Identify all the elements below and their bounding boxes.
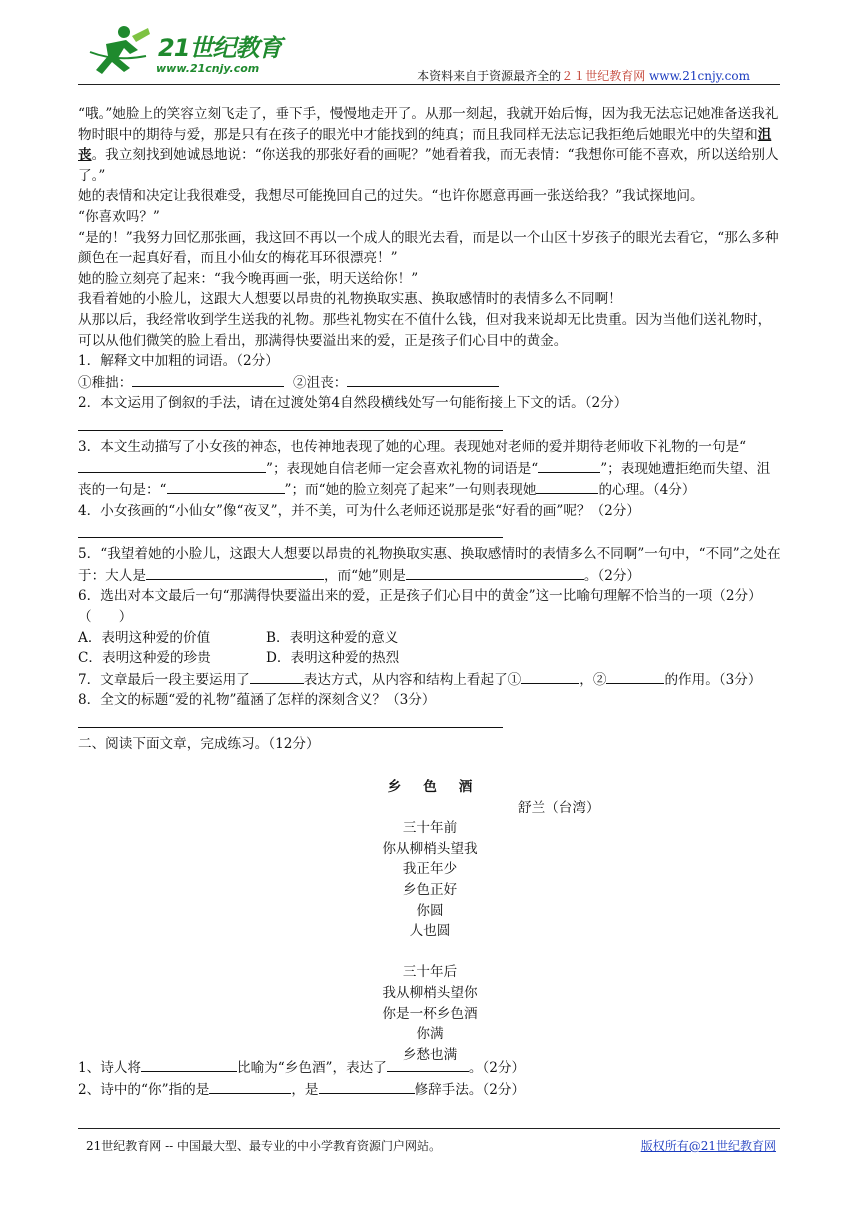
reading-passage [78, 104, 782, 755]
logo-url: www.21cnjy.com [156, 62, 260, 75]
answer-blank[interactable] [536, 479, 598, 494]
header-note-url[interactable]: www.21cnjy.com [649, 69, 750, 83]
answer-line[interactable] [78, 713, 503, 728]
poem-line: 人也圆 [409, 923, 451, 940]
answer-blank[interactable] [209, 1079, 291, 1094]
option-c[interactable]: C．表明这种爱的珍贵 [78, 650, 211, 667]
logo-text: 21世纪教育 [158, 34, 282, 62]
answer-blank[interactable] [538, 458, 600, 473]
paragraph: 她的脸立刻亮了起来：“我今晚再画一张，明天送给你！” [78, 270, 419, 287]
answer-blank[interactable] [250, 669, 304, 684]
page-footer [78, 1128, 780, 1153]
poem-line: 我正年少 [402, 861, 458, 878]
question-6-options [78, 648, 782, 669]
answer-blank[interactable] [132, 372, 284, 387]
poem-line: 我从柳梢头望你 [382, 984, 478, 1001]
question-6: 6．选出对本文最后一句“那满得快要溢出来的爱，正是孩子们心目中的黄金”这一比喻句理解不恰当的一项（2分）（ ） [78, 588, 762, 626]
stanza-gap [78, 942, 782, 963]
site-logo [86, 22, 286, 80]
bold-word: 沮丧 [78, 126, 772, 164]
answer-blank[interactable] [319, 1079, 415, 1094]
poem-line: 你从柳梢头望我 [382, 840, 478, 857]
poem-line: 你是一杯乡色酒 [382, 1005, 478, 1022]
poem-line: 三十年后 [402, 964, 458, 981]
header-note [417, 67, 750, 84]
option-b[interactable]: B．表明这种爱的意义 [266, 629, 399, 646]
poem-line: 乡色正好 [402, 881, 458, 898]
question-4: 4．小女孩画的“小仙女”像“夜叉”，并不美，可为什么老师还说那是张“好看的画”呢？（2分） [78, 502, 640, 519]
question-6-options [78, 628, 782, 649]
paragraph: “哦。”她脸上的笑容立刻飞走了，垂下手，慢慢地走开了。从那一刻起，我就开始后悔，因为我无法忘记她准备送我礼物时眼中的期待与爱，那是只有在孩子的眼光中才能找到的纯真；而且我同样无法忘记我拒绝后她眼光中的失望和沮丧。我立刻找到她诚恳地说：“你送我的那张好看的画呢？”她看着我，而无表情：“我想你可能不喜欢，所以送给别人了。” [78, 106, 779, 184]
answer-blank[interactable] [146, 565, 324, 580]
answer-line[interactable] [78, 523, 503, 538]
paragraph: 从那以后，我经常收到学生送我的礼物。那些礼物实在不值什么钱，但对我来说却无比贵重。因为当他们送礼物时，可以从他们微笑的脸上看出，那满得快要溢出来的爱，正是孩子们心目中的黄金。 [78, 311, 772, 349]
poem-questions [78, 1057, 782, 1100]
poem-line: 你圆 [416, 902, 444, 919]
option-d[interactable]: D．表明这种爱的热烈 [266, 650, 400, 667]
poem-author: 舒兰（台湾） [518, 799, 600, 816]
answer-blank[interactable] [387, 1057, 469, 1072]
runner-logo-icon [86, 22, 156, 80]
option-a[interactable]: A．表明这种爱的价值 [78, 629, 211, 646]
answer-blank[interactable] [521, 669, 579, 684]
question-5: 5．“我望着她的小脸儿，这跟大人想要以昂贵的礼物换取实惠、换取感情时的表情多么不同啊”一句中，“不同”之处在于：大人是 ，而“她”则是 。（2分） [78, 546, 781, 584]
poem-line: 你满 [416, 1026, 444, 1043]
question-3: 3．本文生动描写了小女孩的神态，也传神地表现了她的心理。表现她对老师的爱并期待老师收下礼物的一句是“”；表现她自信老师一定会喜欢礼物的词语是“ ”；表现她遭拒绝而失望、沮丧的一句是：“ ”；而“她的脸立刻亮了起来”一句则表现她 的心理。（4分） [78, 438, 771, 499]
section-2-heading: 二、阅读下面文章，完成练习。（12分） [78, 736, 320, 753]
question-1-answers: ①稚拙： ②沮丧： [78, 372, 782, 394]
question-8: 8．全文的标题“爱的礼物”蕴涵了怎样的深刻含义？（3分） [78, 692, 436, 709]
footer-copyright-link[interactable]: 版权所有@21世纪教育网 [640, 1139, 776, 1153]
answer-blank[interactable] [406, 565, 584, 580]
question-1: 1．解释文中加粗的词语。（2分） [78, 353, 279, 370]
poem-question-2: 2、诗中的“你”指的是 ，是 修辞手法。（2分） [78, 1079, 782, 1101]
answer-line[interactable] [78, 416, 503, 431]
answer-blank[interactable] [78, 458, 266, 473]
poem [78, 777, 782, 1065]
question-2: 2．本文运用了倒叙的手法，请在过渡处第4自然段横线处写一句能衔接上下文的话。（2分） [78, 395, 628, 412]
poem-line: 乡愁也满 [402, 1046, 458, 1063]
answer-blank[interactable] [167, 479, 285, 494]
question-7: 7．文章最后一段主要运用了 表达方式，从内容和结构上看起了① ，② 的作用。（3分） [78, 669, 782, 691]
header-note-site: ２１世纪教育网 [561, 69, 646, 83]
answer-blank[interactable] [141, 1057, 237, 1072]
paragraph: 我看着她的小脸儿，这跟大人想要以昂贵的礼物换取实惠、换取感情时的表情多么不同啊！ [78, 291, 622, 308]
header-note-prefix: 本资料来自于资源最齐全的 [417, 69, 562, 83]
answer-blank[interactable] [606, 669, 664, 684]
footer-text: 21世纪教育网 -- 中国最大型、最专业的中小学教育资源门户网站。 [86, 1139, 442, 1153]
page-header [78, 22, 780, 85]
poem-question-1: 1、诗人将 比喻为“乡色酒”，表达了 。（2分） [78, 1057, 782, 1079]
poem-title: 乡色酒 [387, 779, 495, 795]
paragraph: 她的表情和决定让我很难受，我想尽可能挽回自己的过失。“也许你愿意再画一张送给我？”我试探地问。 [78, 188, 704, 205]
answer-blank[interactable] [347, 372, 499, 387]
paragraph: “你喜欢吗？” [78, 208, 160, 225]
paragraph: “是的！”我努力回忆那张画，我这回不再以一个成人的眼光去看，而是以一个山区十岁孩子的眼光去看它，“那么多种颜色在一起真好看，而且小仙女的梅花耳环很漂亮！” [78, 229, 779, 267]
poem-line: 三十年前 [402, 820, 458, 837]
